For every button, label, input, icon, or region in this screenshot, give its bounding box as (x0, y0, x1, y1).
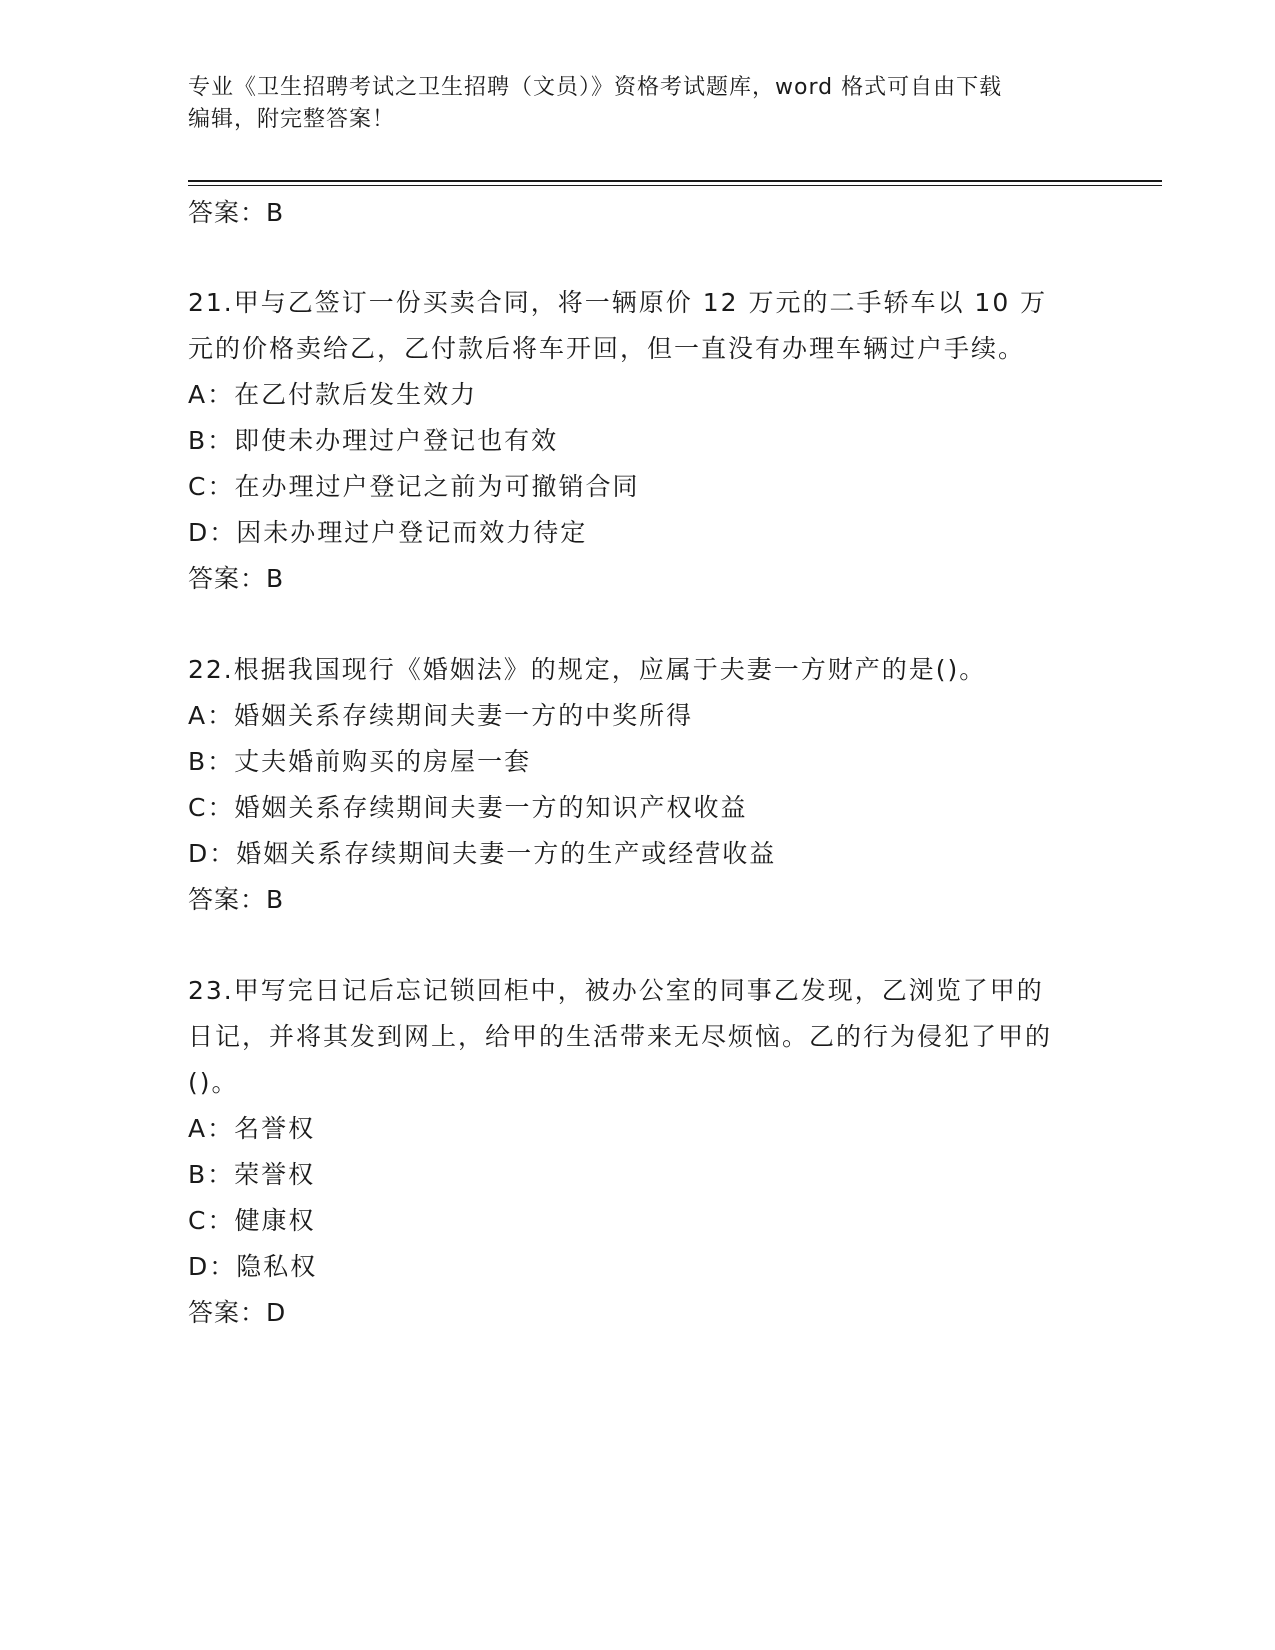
answer-line: 答案：B (188, 564, 285, 593)
answer-line: 答案：D (188, 1298, 287, 1327)
question-stem: 21.甲与乙签订一份买卖合同，将一辆原价 12 万元的二手轿车以 10 万元的价格卖给乙，乙付款后将车开回，但一直没有办理车辆过户手续。 (188, 288, 1048, 363)
option-b: B：丈夫婚前购买的房屋一套 (188, 747, 532, 776)
question-22 (188, 647, 1068, 923)
question-21 (188, 280, 1068, 602)
spacer (188, 602, 1068, 647)
question-stem: 22.根据我国现行《婚姻法》的规定，应属于夫妻一方财产的是()。 (188, 655, 987, 684)
previous-answer: 答案：B (188, 198, 285, 227)
option-c: C：健康权 (188, 1206, 316, 1235)
option-b: B：荣誉权 (188, 1160, 316, 1189)
option-a: A：在乙付款后发生效力 (188, 380, 478, 409)
document-header (188, 72, 1088, 136)
option-a: A：婚姻关系存续期间夫妻一方的中奖所得 (188, 701, 694, 730)
header-line-2: 编辑，附完整答案！ (188, 107, 396, 132)
question-list (188, 190, 1068, 1336)
option-c: C：婚姻关系存续期间夫妻一方的知识产权收益 (188, 793, 748, 822)
question-23 (188, 968, 1068, 1336)
spacer (188, 923, 1068, 968)
option-d: D：婚姻关系存续期间夫妻一方的生产或经营收益 (188, 839, 777, 868)
option-d: D：因未办理过户登记而效力待定 (188, 518, 588, 547)
header-divider-thin (188, 185, 1162, 186)
option-b: B：即使未办理过户登记也有效 (188, 426, 559, 455)
question-stem: 23.甲写完日记后忘记锁回柜中，被办公室的同事乙发现，乙浏览了甲的日记，并将其发到网上，给甲的生活带来无尽烦恼。乙的行为侵犯了甲的()。 (188, 976, 1053, 1097)
option-d: D：隐私权 (188, 1252, 318, 1281)
option-c: C：在办理过户登记之前为可撤销合同 (188, 472, 640, 501)
spacer (188, 236, 1068, 280)
header-line-1: 专业《卫生招聘考试之卫生招聘（文员）》资格考试题库，word 格式可自由下载 (188, 75, 1003, 100)
option-a: A：名誉权 (188, 1114, 316, 1143)
header-divider-thick (188, 180, 1162, 182)
answer-line: 答案：B (188, 885, 285, 914)
